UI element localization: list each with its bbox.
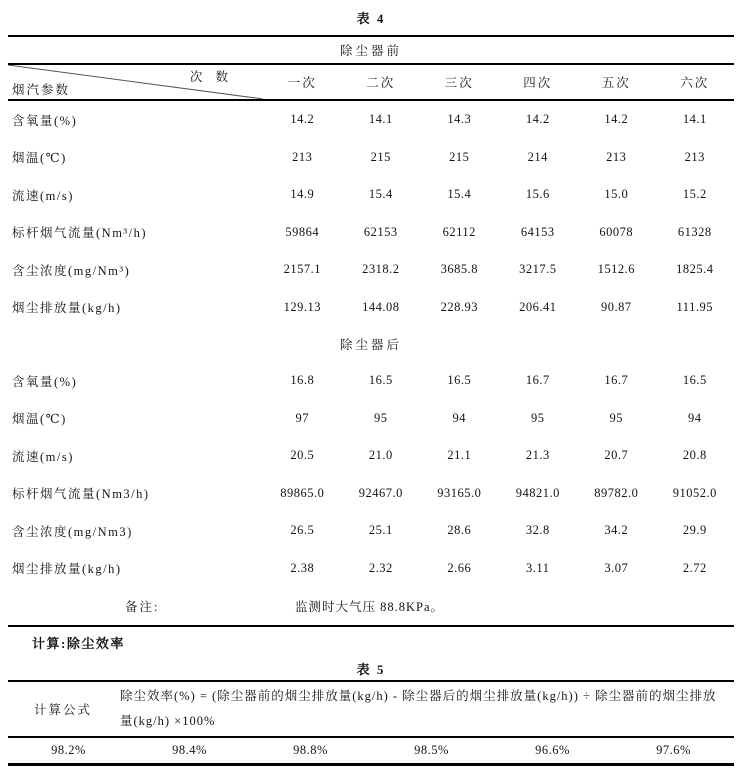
row-label: 烟温(℃) [12,412,67,427]
value-cell: 16.5 [682,373,707,388]
value-cell: 1512.6 [597,262,635,277]
value-cell: 20.7 [604,448,629,463]
value-cell: 14.2 [525,112,550,127]
value-cell: 89865.0 [280,485,325,500]
formula-label: 计算公式 [33,703,92,717]
calc-heading: 计算:除尘效率 [32,635,125,651]
remark-row [8,587,734,625]
row-label: 流速(m/s) [12,449,74,464]
value-cell: 91052.0 [672,485,717,500]
table-row [8,289,734,327]
value-cell: 213 [684,149,705,164]
value-cell: 3.11 [526,560,550,575]
section-header-before: 除尘器前 [8,37,734,65]
value-cell: 94 [452,410,466,425]
value-cell: 62112 [442,224,476,239]
value-cell: 94821.0 [515,485,560,500]
value-cell: 62153 [363,224,398,239]
efficiency-cell: 96.6% [535,743,570,757]
value-cell: 14.3 [447,112,472,127]
value-cell: 21.1 [447,448,472,463]
value-cell: 60078 [599,224,634,239]
row-label: 含氧量(%) [12,374,78,389]
value-cell: 14.2 [604,112,629,127]
table-row [8,437,734,475]
table-row [8,176,734,214]
table5 [8,680,734,766]
value-cell: 92467.0 [358,485,403,500]
corner-header-cell [8,65,263,99]
value-cell: 111.95 [676,299,713,314]
column-head: 三次 [444,76,474,90]
table4-header-row [8,65,734,101]
value-cell: 2.66 [447,560,472,575]
table-row [8,251,734,289]
value-cell: 94 [688,410,702,425]
value-cell: 64153 [520,224,555,239]
value-cell: 29.9 [682,523,707,538]
value-cell: 95 [609,410,623,425]
value-cell: 14.9 [290,187,315,202]
value-cell: 215 [370,149,391,164]
formula-row [8,682,734,738]
value-cell: 95 [531,410,545,425]
value-cell: 20.5 [290,448,315,463]
table-row [8,400,734,438]
value-cell: 61328 [677,224,712,239]
value-cell: 32.8 [525,523,550,538]
row-label: 烟温(℃) [12,151,67,166]
section-header-after: 除尘器后 [339,338,402,352]
remark-label: 备注: [125,600,160,614]
value-cell: 214 [527,149,548,164]
corner-label-times: 次 数 [189,70,233,84]
value-cell: 15.2 [682,187,707,202]
value-cell: 228.93 [440,299,478,314]
value-cell: 3685.8 [440,262,478,277]
table-row [8,214,734,252]
value-cell: 129.13 [283,299,321,314]
value-cell: 15.0 [604,187,629,202]
after-section-rows [8,362,734,587]
value-cell: 16.5 [368,373,393,388]
value-cell: 15.6 [525,187,550,202]
efficiency-cell: 98.8% [293,743,328,757]
value-cell: 16.7 [604,373,629,388]
value-cell: 16.8 [290,373,315,388]
table5-title: 表 5 [356,662,386,677]
value-cell: 59864 [285,224,320,239]
remark-text: 监测时大气压 88.8KPa。 [295,600,445,614]
value-cell: 3217.5 [519,262,557,277]
value-cell: 21.3 [525,448,550,463]
value-cell: 90.87 [600,299,632,314]
value-cell: 2157.1 [283,262,321,277]
column-heads [263,65,734,99]
efficiency-cell: 98.4% [172,743,207,757]
value-cell: 1825.4 [676,262,714,277]
value-cell: 26.5 [290,523,315,538]
column-head: 六次 [680,76,710,90]
value-cell: 15.4 [368,187,393,202]
row-label: 含氧量(%) [12,113,78,128]
efficiency-cell: 98.5% [414,743,449,757]
column-head: 二次 [366,76,396,90]
row-label: 标杆烟气流量(Nm3/h) [12,487,150,502]
value-cell: 89782.0 [594,485,639,500]
value-cell: 25.1 [368,523,393,538]
table4-title: 表 4 [356,11,386,26]
formula-text: 除尘效率(%) = (除尘器前的烟尘排放量(kg/h) - 除尘器后的烟尘排放量(kg/h)) ÷ 除尘器前的烟尘排放量(kg/h) ×100% [120,689,717,728]
value-cell: 14.2 [290,112,315,127]
value-cell: 206.41 [519,299,557,314]
row-label: 流速(m/s) [12,188,74,203]
value-cell: 20.8 [682,448,707,463]
value-cell: 97 [295,410,309,425]
column-head: 四次 [523,76,553,90]
column-head: 一次 [287,76,317,90]
row-label: 烟尘排放量(kg/h) [12,562,122,577]
value-cell: 144.08 [362,299,400,314]
row-label: 烟尘排放量(kg/h) [12,301,122,316]
row-label: 标杆烟气流量(Nm³/h) [12,226,148,241]
value-cell: 15.4 [447,187,472,202]
value-cell: 95 [374,410,388,425]
value-cell: 2318.2 [362,262,400,277]
value-cell: 3.07 [604,560,629,575]
row-label: 含尘浓度(mg/Nm3) [12,524,133,539]
table-row [8,362,734,400]
value-cell: 16.5 [447,373,472,388]
value-cell: 34.2 [604,523,629,538]
table4 [8,35,734,627]
row-label: 含尘浓度(mg/Nm³) [12,263,131,278]
table-row [8,101,734,139]
value-cell: 2.32 [368,560,393,575]
value-cell: 14.1 [368,112,393,127]
value-cell: 93165.0 [437,485,482,500]
value-cell: 213 [606,149,627,164]
value-cell: 2.38 [290,560,315,575]
value-cell: 213 [292,149,313,164]
table-row [8,139,734,177]
value-cell: 2.72 [682,560,707,575]
efficiency-row [8,738,734,763]
table-row [8,475,734,513]
value-cell: 14.1 [682,112,707,127]
efficiency-cell: 97.6% [656,743,691,757]
efficiency-cell: 98.2% [51,743,86,757]
value-cell: 16.7 [525,373,550,388]
value-cell: 28.6 [447,523,472,538]
value-cell: 21.0 [368,448,393,463]
column-head: 五次 [601,76,631,90]
before-section-rows [8,101,734,326]
table-row [8,512,734,550]
corner-label-params: 烟汽参数 [12,83,71,97]
value-cell: 215 [449,149,470,164]
table-row [8,550,734,588]
